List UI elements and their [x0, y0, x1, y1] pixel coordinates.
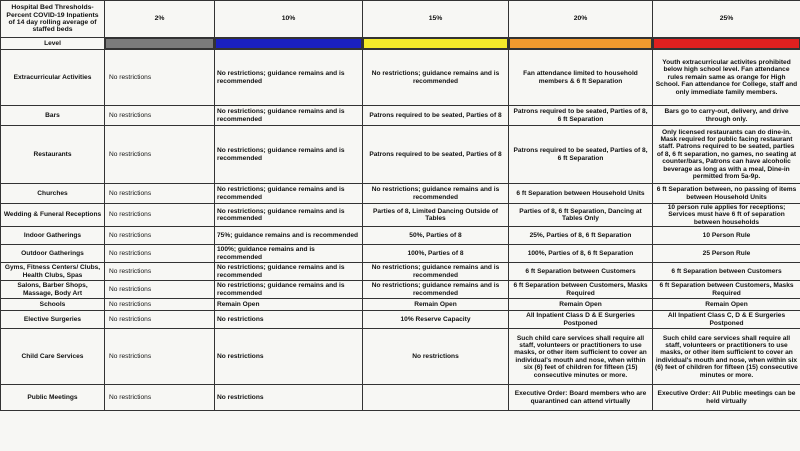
row-category: Public Meetings [1, 385, 105, 411]
table-row [1, 106, 800, 126]
header-row [1, 1, 800, 38]
level-label: Level [1, 38, 105, 50]
rule-cell: Only licensed restaurants can do dine-in. Mask required for public facing restaurant staff. Patrons required to be seated, parties of 8, 6 ft separation, no games, no seating at counter/bars, Patrons can have alcoholic beverage as long as with a meal, Dine-in permitted from 5a-9p. [653, 126, 800, 184]
level-swatch-orange [509, 38, 653, 50]
row-category: Salons, Barber Shops, Massage, Body Art [1, 281, 105, 299]
level-bar [509, 38, 652, 49]
rule-cell: Remain Open [363, 299, 509, 311]
rule-cell: Patrons required to be seated, Parties of 8, 6 ft Separation [509, 106, 653, 126]
col-header-2pct: 2% [105, 1, 215, 38]
rule-cell: No restrictions; guidance remains and is recommended [215, 263, 363, 281]
rule-cell: No restrictions [105, 126, 215, 184]
rule-cell: Patrons required to be seated, Parties of 8 [363, 126, 509, 184]
row-category: Wedding & Funeral Receptions [1, 204, 105, 227]
rule-cell: Executive Order: Board members who are quarantined can attend virtually [509, 385, 653, 411]
row-category: Churches [1, 184, 105, 204]
rule-cell: Executive Order: All Public meetings can be held virtually [653, 385, 800, 411]
rule-cell: Fan attendance limited to household members & 6 ft Separation [509, 50, 653, 106]
rule-cell: No restrictions [105, 184, 215, 204]
rule-cell: Parties of 8, Limited Dancing Outside of Tables [363, 204, 509, 227]
rule-cell: No restrictions [105, 227, 215, 245]
rule-cell [363, 385, 509, 411]
level-bar [363, 38, 508, 49]
rule-cell: 100%, Parties of 8, 6 ft Separation [509, 245, 653, 263]
rule-cell: 10 person rule applies for receptions; Services must have 6 ft of separation between households [653, 204, 800, 227]
table-row [1, 204, 800, 227]
row-category: Restaurants [1, 126, 105, 184]
level-bar [105, 38, 214, 49]
rule-cell: No restrictions; guidance remains and is recommended [363, 281, 509, 299]
rule-cell: All Inpatient Class D & E Surgeries Postponed [509, 311, 653, 329]
rule-cell: No restrictions; guidance remains and is recommended [215, 281, 363, 299]
rule-cell: Remain Open [509, 299, 653, 311]
rule-cell: Such child care services shall require all staff, volunteers or practitioners to use masks, or other item sufficient to cover an individual's mouth and nose, when within six (6) feet of children for fifteen (15) consecutive minutes or more. [653, 329, 800, 385]
rule-cell: Such child care services shall require all staff, volunteers or practitioners to use masks, or other item sufficient to cover an individual's mouth and nose, when within six (6) feet of children for fifteen (15) consecutive minutes or more. [509, 329, 653, 385]
rule-cell: 10% Reserve Capacity [363, 311, 509, 329]
rule-cell: Remain Open [215, 299, 363, 311]
level-swatch-red [653, 38, 800, 50]
rule-cell: No restrictions [215, 385, 363, 411]
rule-cell: 10 Person Rule [653, 227, 800, 245]
rule-cell: 100%, Parties of 8 [363, 245, 509, 263]
table-row [1, 245, 800, 263]
row-category: Indoor Gatherings [1, 227, 105, 245]
rule-cell: Youth extracurricular activites prohibited below high school level. Fan attendance rules remain same as orange for High School. Fan attendance for College, staff and only immediate family members. [653, 50, 800, 106]
rule-cell: 25 Person Rule [653, 245, 800, 263]
rule-cell: 6 ft Separation between Customers, Masks Required [509, 281, 653, 299]
rule-cell: No restrictions; guidance remains and is recommended [215, 184, 363, 204]
rule-cell: 100%; guidance remains and is recommended [215, 245, 363, 263]
rule-cell: No restrictions [105, 281, 215, 299]
table-row [1, 329, 800, 385]
rule-cell: No restrictions [363, 329, 509, 385]
table-row [1, 50, 800, 106]
row-category: Child Care Services [1, 329, 105, 385]
table-row [1, 281, 800, 299]
rule-cell: No restrictions; guidance remains and is recommended [215, 126, 363, 184]
rule-cell: No restrictions [105, 385, 215, 411]
rule-cell: No restrictions [105, 50, 215, 106]
rule-cell: Patrons required to be seated, Parties of 8, 6 ft Separation [509, 126, 653, 184]
rule-cell: No restrictions; guidance remains and is recommended [363, 50, 509, 106]
row-category: Bars [1, 106, 105, 126]
table-row [1, 184, 800, 204]
col-header-25pct: 25% [653, 1, 800, 38]
table-row [1, 299, 800, 311]
table-row [1, 126, 800, 184]
level-swatch-yellow [363, 38, 509, 50]
rule-cell: No restrictions [105, 263, 215, 281]
level-swatch-blue [215, 38, 363, 50]
rule-cell: No restrictions [105, 311, 215, 329]
level-swatch-gray [105, 38, 215, 50]
rule-cell: 6 ft Separation between Customers, Masks Required [653, 281, 800, 299]
rule-cell: Bars go to carry-out, delivery, and drive through only. [653, 106, 800, 126]
level-bar [653, 38, 800, 49]
rule-cell: No restrictions; guidance remains and is recommended [363, 184, 509, 204]
rule-cell: 6 ft Separation between Customers [653, 263, 800, 281]
table-row [1, 385, 800, 411]
rule-cell: 6 ft Separation between Household Units [509, 184, 653, 204]
rule-cell: No restrictions; guidance remains and is recommended [215, 50, 363, 106]
col-header-20pct: 20% [509, 1, 653, 38]
row-category: Schools [1, 299, 105, 311]
rule-cell: Parties of 8, 6 ft Separation, Dancing at Tables Only [509, 204, 653, 227]
table-row [1, 227, 800, 245]
rule-cell: 25%, Parties of 8, 6 ft Separation [509, 227, 653, 245]
rule-cell: No restrictions; guidance remains and is recommended [215, 106, 363, 126]
table-row [1, 263, 800, 281]
rule-cell: Patrons required to be seated, Parties of 8 [363, 106, 509, 126]
rule-cell: 50%, Parties of 8 [363, 227, 509, 245]
rule-cell: 6 ft Separation between Customers [509, 263, 653, 281]
row-category: Gyms, Fitness Centers/ Clubs, Health Clubs, Spas [1, 263, 105, 281]
col-header-10pct: 10% [215, 1, 363, 38]
level-row [1, 38, 800, 50]
col-header-15pct: 15% [363, 1, 509, 38]
rule-cell: No restrictions [105, 106, 215, 126]
rule-cell: No restrictions [105, 299, 215, 311]
rule-cell: 6 ft Separation between, no passing of items between Household Units [653, 184, 800, 204]
rule-cell: No restrictions; guidance remains and is recommended [215, 204, 363, 227]
level-bar [215, 38, 362, 49]
rule-cell: No restrictions [215, 329, 363, 385]
table-row [1, 311, 800, 329]
rule-cell: No restrictions [105, 204, 215, 227]
rule-cell: No restrictions; guidance remains and is recommended [363, 263, 509, 281]
row-category: Extracurricular Activities [1, 50, 105, 106]
rule-cell: Remain Open [653, 299, 800, 311]
rule-cell: 75%; guidance remains and is recommended [215, 227, 363, 245]
rule-cell: No restrictions [105, 329, 215, 385]
row-category: Outdoor Gatherings [1, 245, 105, 263]
rule-rows [1, 50, 800, 411]
rule-cell: No restrictions [215, 311, 363, 329]
rule-cell: All Inpatient Class C, D & E Surgeries Postponed [653, 311, 800, 329]
row-category: Elective Surgeries [1, 311, 105, 329]
threshold-title: Hospital Bed Thresholds- Percent COVID-19 Inpatients of 14 day rolling average of staffed beds [1, 1, 105, 38]
rule-cell: No restrictions [105, 245, 215, 263]
